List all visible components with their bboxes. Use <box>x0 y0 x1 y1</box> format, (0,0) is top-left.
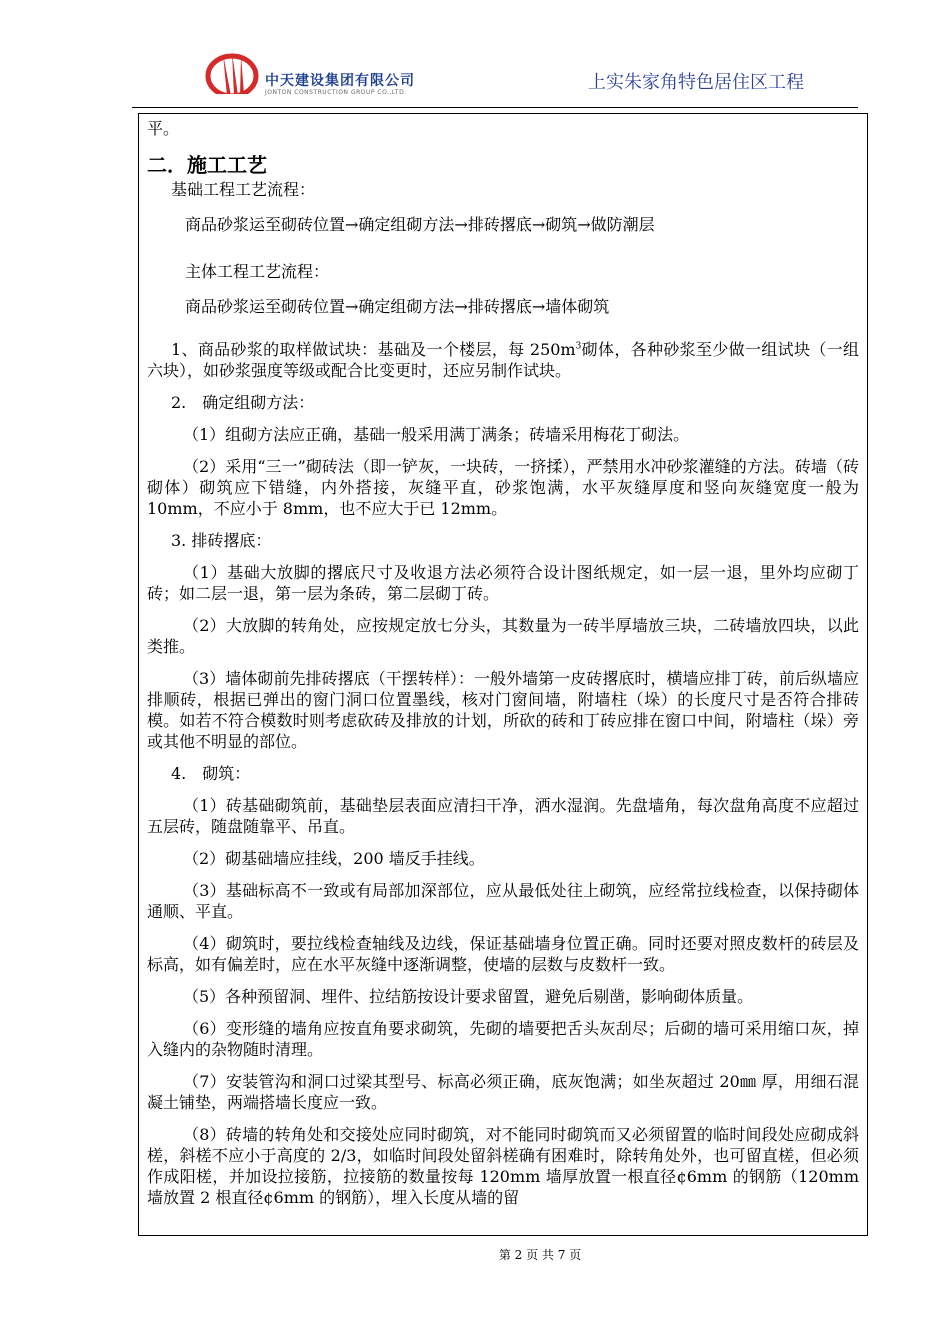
item-2-heading: 2. 确定组砌方法： <box>171 393 315 412</box>
item-4-5: （5）各种预留洞、埋件、拉结筋按设计要求留置，避免后剔凿，影响砌体质量。 <box>183 987 754 1006</box>
item-3-heading: 3. 排砖撂底： <box>171 531 272 550</box>
content-frame <box>138 113 868 1236</box>
item-2-2: （2）采用“三一”砌砖法（即一铲灰，一块砖，一挤揉），严禁用水冲砂浆灌缝的方法。砖墙（砖砌体）砌筑应下错缝，内外搭接，灰缝平直，砂浆饱满，水平灰缝厚度和竖向灰缝宽度一般为 10mm，不应小于 8mm，也不应大于已 12mm。 <box>147 457 859 518</box>
item-3-3: （3）墙体砌前先排砖撂底（干摆转样）：一般外墙第一皮砖撂底时，横墙应排丁砖，前后纵墙应排顺砖，根据已弹出的窗门洞口位置墨线，核对门窗间墙，附墙柱（垛）的长度尺寸是否符合排砖模。如若不符合模数时则考虑砍砖及排放的计划，所砍的砖和丁砖应排在窗口中间，附墙柱（垛）旁或其他不明显的部位。 <box>147 669 859 751</box>
item-1: 1、商品砂浆的取样做试块：基础及一个楼层，每 $250m^3$砌体，各种砂浆至少做一组试块（一组六块），如砂浆强度等级或配合比变更时，还应另制作试块。 <box>147 340 859 380</box>
company-logo-icon <box>205 48 260 100</box>
page-header <box>0 0 950 112</box>
item-2-1: （1）组砌方法应正确，基础一般采用满丁满条；砖墙采用梅花丁砌法。 <box>183 425 690 444</box>
item-4-1: （1）砖基础砌筑前，基础垫层表面应清扫干净，洒水湿润。先盘墙角，每次盘角高度不应超过五层砖，随盘随靠平、吊直。 <box>147 796 859 836</box>
header-divider <box>132 107 858 108</box>
section-title: 二．施工工艺 <box>147 153 267 177</box>
carryover-text: 平。 <box>147 119 180 138</box>
company-name-cn: 中天建设集团有限公司 <box>265 73 415 89</box>
main-flow: 商品砂浆运至砌砖位置→确定组砌方法→排砖撂底→墙体砌筑 <box>185 297 610 316</box>
page-number: 第 2 页 共 7 页 <box>498 1248 582 1262</box>
item-3-1: （1）基础大放脚的撂底尺寸及收退方法必须符合设计图纸规定，如一层一退，里外均应砌丁砖；如二层一退，第一层为条砖，第二层砌丁砖。 <box>147 563 859 603</box>
item-4-6: （6）变形缝的墙角应按直角要求砌筑，先砌的墙要把舌头灰刮尽；后砌的墙可采用缩口灰，掉入缝内的杂物随时清理。 <box>147 1019 859 1059</box>
foundation-flow: 商品砂浆运至砌砖位置→确定组砌方法→排砖撂底→砌筑→做防潮层 <box>185 215 655 234</box>
item-4-8: （8）砖墙的转角处和交接处应同时砌筑，对不能同时砌筑而又必须留置的临时间段处应砌成斜槎，斜槎不应小于高度的 2/3，如临时间段处留斜槎确有困难时，除转角处外，也可留直槎，但必须作成阳槎，并加设拉接筋，拉接筋的数量按每 120mm 墙厚放置一根直径¢6mm 的钢筋（120mm 墙放置 2 根直径¢6mm 的钢筋），埋入长度从墙的留 <box>147 1125 859 1207</box>
foundation-flow-label: 基础工程工艺流程： <box>171 180 316 199</box>
document-body <box>139 118 867 1208</box>
item-4-3: （3）基础标高不一致或有局部加深部位，应从最低处往上砌筑，应经常拉线检查，以保持砌体通顺、平直。 <box>147 881 859 921</box>
item-3-2: （2）大放脚的转角处，应按规定放七分头，其数量为一砖半厚墙放三块，二砖墙放四块，以此类推。 <box>147 616 859 656</box>
item-4-7: （7）安装管沟和洞口过梁其型号、标高必须正确，底灰饱满；如坐灰超过 20㎜ 厚，用细石混凝土铺垫，两端搭墙长度应一致。 <box>147 1072 859 1112</box>
main-flow-label: 主体工程工艺流程： <box>185 262 330 281</box>
company-name-en: JONTON CONSTRUCTION GROUP CO.,LTD. <box>265 89 407 96</box>
item-4-2: （2）砌基础墙应挂线，200 墙反手挂线。 <box>183 849 485 868</box>
superscript: 3 <box>575 341 582 352</box>
item-4-4: （4）砌筑时，要拉线检查轴线及边线，保证基础墙身位置正确。同时还要对照皮数杆的砖层及标高，如有偏差时，应在水平灰缝中逐渐调整，使墙的层数与皮数杆一致。 <box>147 934 859 974</box>
project-title: 上实朱家角特色居住区工程 <box>588 72 804 93</box>
item-4-heading: 4. 砌筑： <box>171 764 251 783</box>
